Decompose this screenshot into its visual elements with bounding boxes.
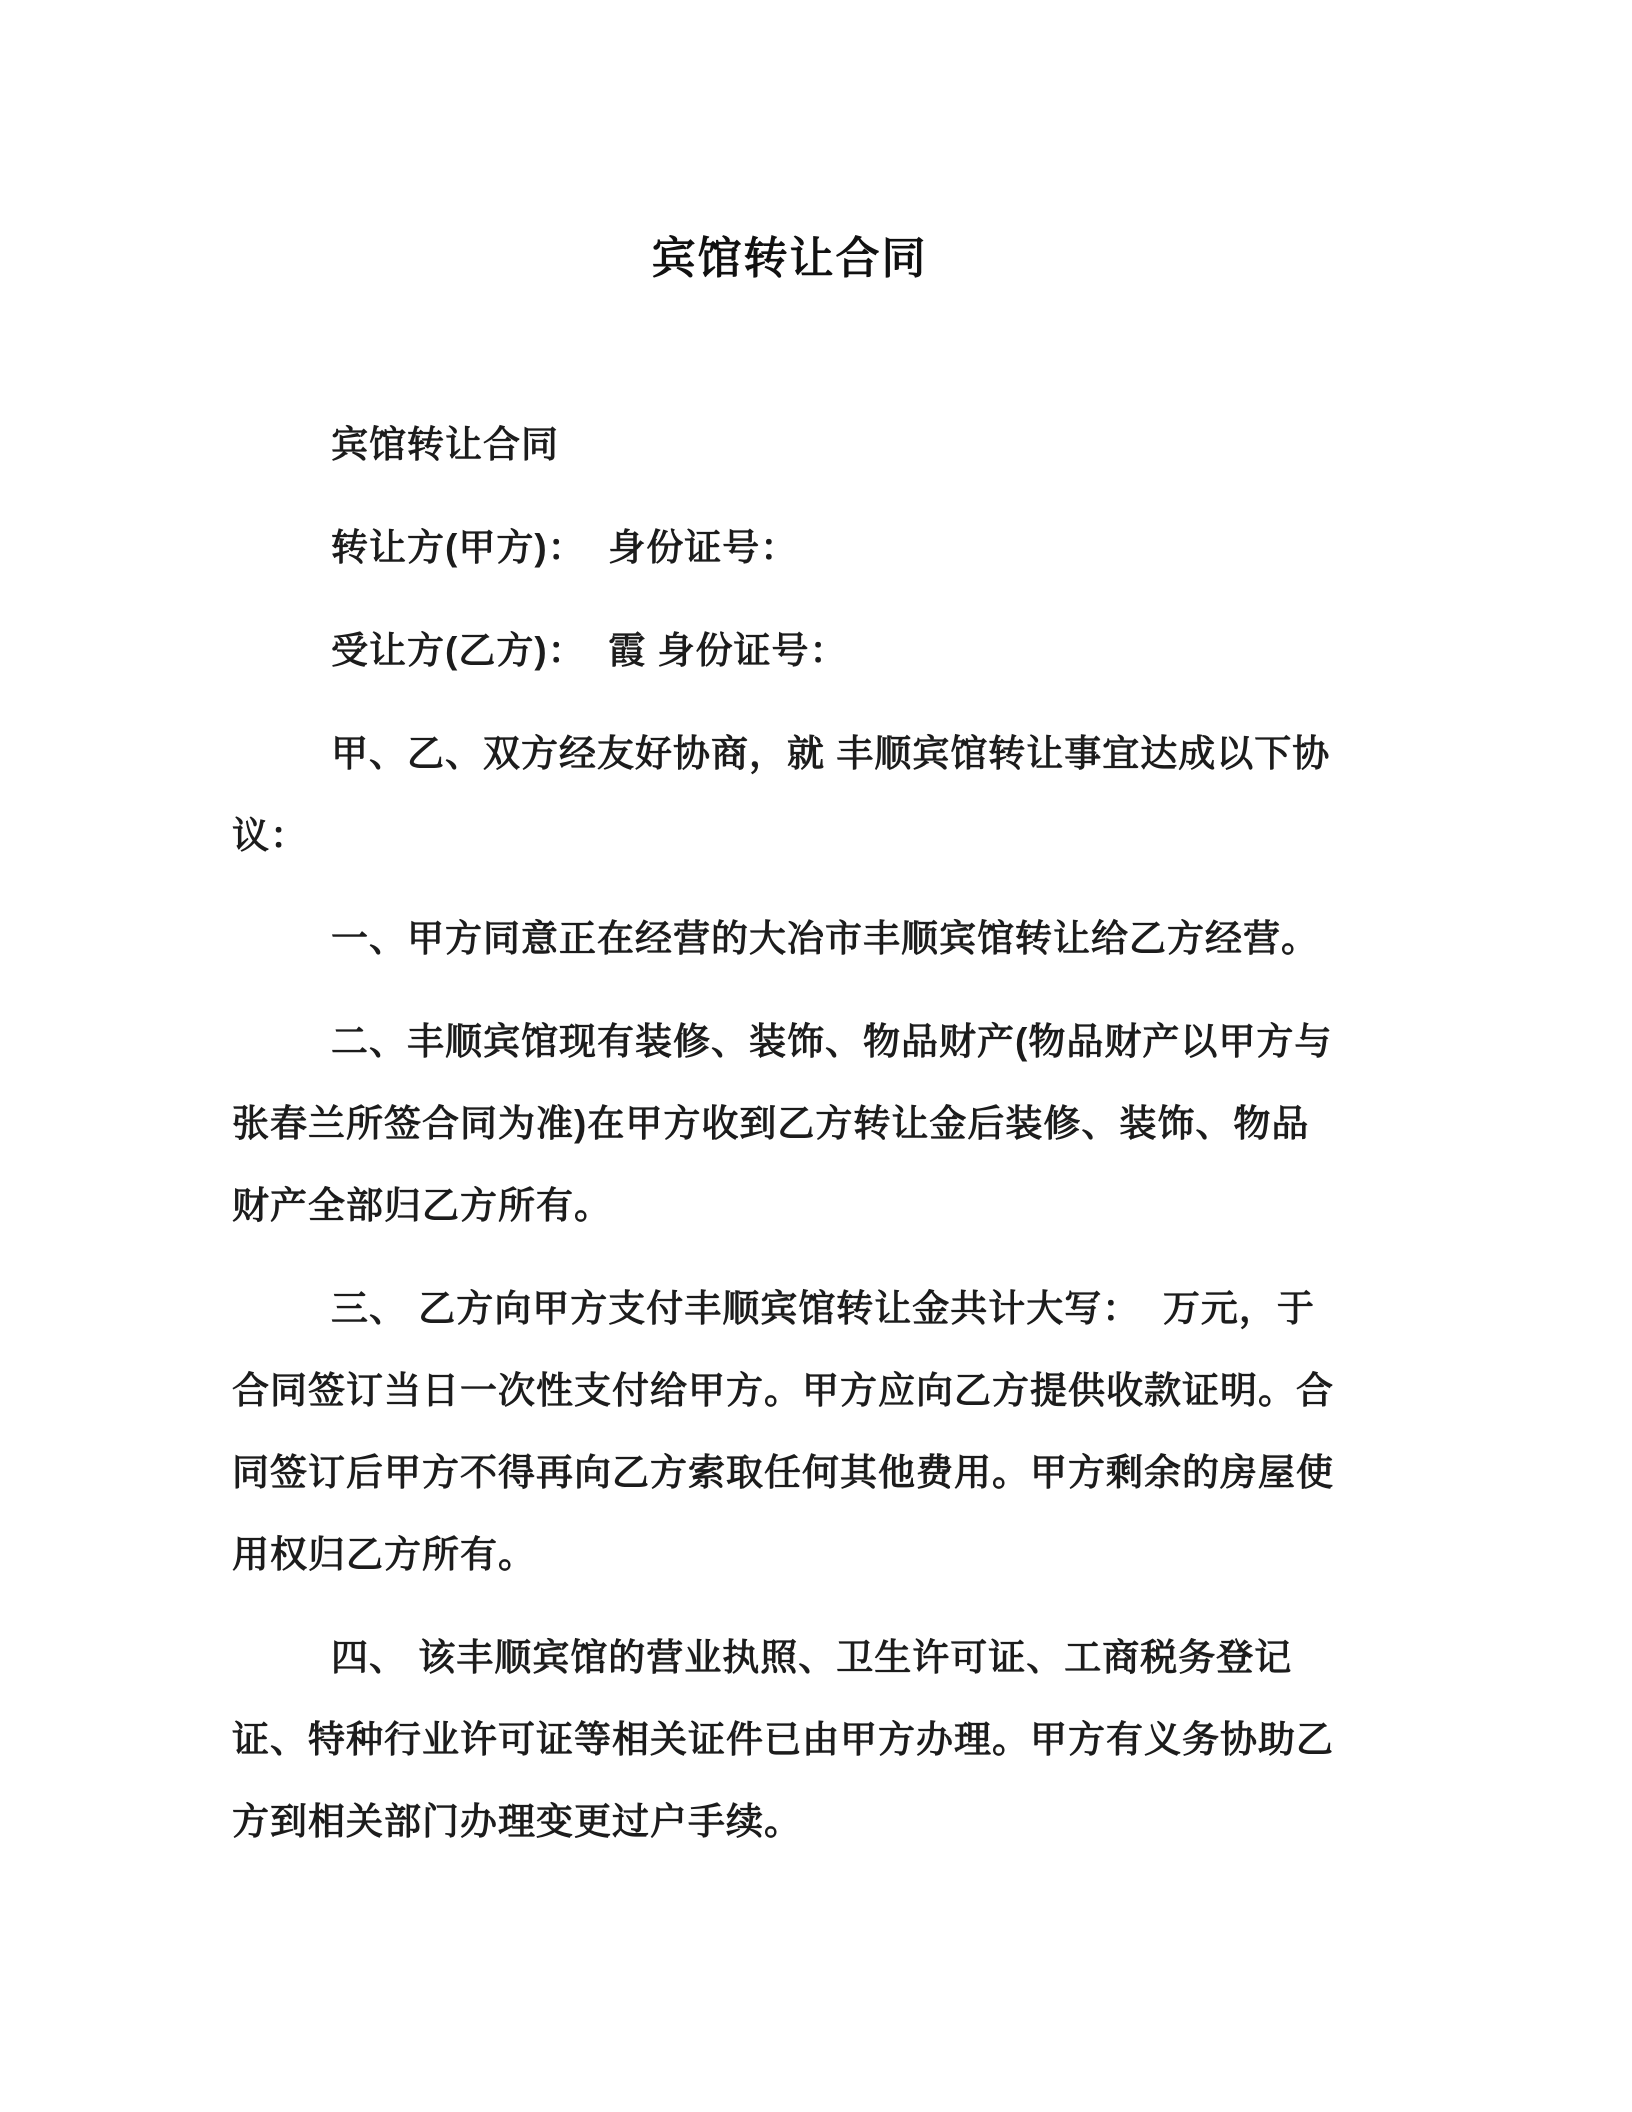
paragraph-clause-1: 一、甲方同意正在经营的大冶市丰顺宾馆转让给乙方经营。 bbox=[331, 918, 1319, 959]
paragraph-clause-4: 四、 该丰顺宾馆的营业执照、卫生许可证、工商税务登记证、特种行业许可证等相关证件已由甲方办理。甲方有义务协助乙方到相关部门办理变更过户手续。 bbox=[232, 1637, 1334, 1842]
paragraph-clause-3: 三、 乙方向甲方支付丰顺宾馆转让金共计大写： 万元，于合同签订当日一次性支付给甲方。甲方应向乙方提供收款证明。合同签订后甲方不得再向乙方索取任何其他费用。甲方剩余的房屋使用权归乙方所有。 bbox=[232, 1288, 1334, 1575]
paragraph-preamble: 甲、乙、双方经友好协商，就 丰顺宾馆转让事宜达成以下协议： bbox=[232, 733, 1331, 856]
paragraph-transferor-line: 转让方(甲方)： 身份证号： bbox=[331, 527, 799, 568]
paragraph-transferee-line: 受让方(乙方)： 霞 身份证号： bbox=[331, 630, 848, 671]
paragraph-clause-2: 二、丰顺宾馆现有装修、装饰、物品财产(物品财产以甲方与张春兰所签合同为准)在甲方收到乙方转让金后装修、装饰、物品财产全部归乙方所有。 bbox=[232, 1021, 1333, 1226]
document-title: 宾馆转让合同 bbox=[651, 234, 928, 283]
document-body bbox=[232, 404, 1347, 1863]
paragraph-contract-subtitle: 宾馆转让合同 bbox=[331, 424, 559, 465]
